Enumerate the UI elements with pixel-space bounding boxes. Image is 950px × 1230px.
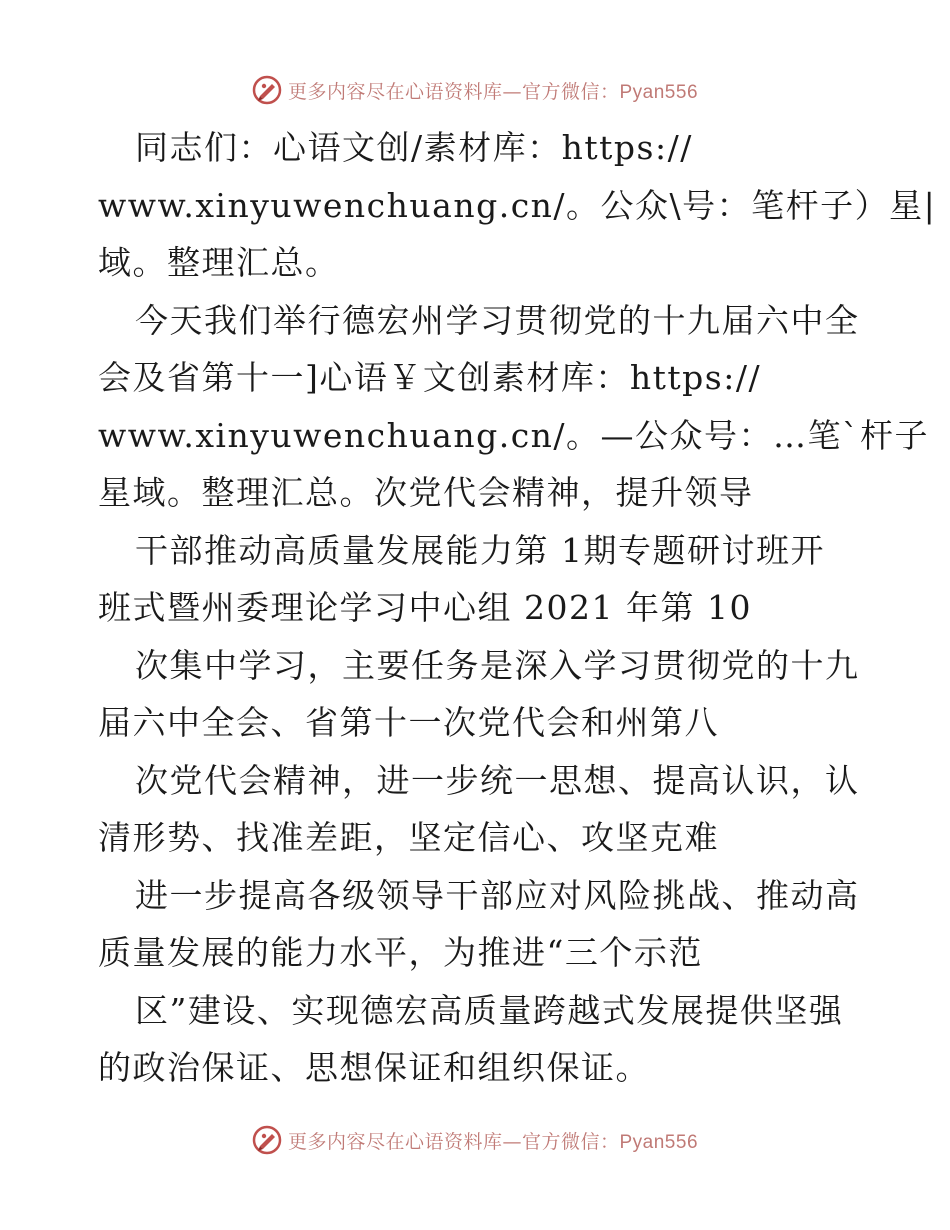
watermark-main: 更多内容尽在心语资料库 bbox=[287, 1130, 503, 1153]
body-line: 域。整理汇总。 bbox=[98, 243, 340, 282]
body-line: 班式暨州委理论学习中心组 2021 年第 10 bbox=[98, 588, 752, 627]
body-line: 次党代会精神，进一步统一思想、提高认识，认 bbox=[135, 760, 860, 800]
watermark-wechat-id: Pyan556 bbox=[619, 81, 699, 103]
body-line: 同志们：心语文创/素材库：https:// bbox=[135, 128, 693, 167]
body-line: 的政治保证、思想保证和组织保证。 bbox=[98, 1048, 650, 1087]
document-body bbox=[98, 119, 937, 1097]
body-line: 今天我们举行德宏州学习贯彻党的十九届六中全 bbox=[135, 300, 860, 340]
body-line: 次集中学习，主要任务是深入学习贯彻党的十九 bbox=[135, 645, 860, 685]
body-line: 清形势、找准差距，坚定信心、攻坚克难 bbox=[98, 818, 719, 857]
watermark-text bbox=[288, 1127, 698, 1154]
header-watermark-banner bbox=[0, 70, 950, 110]
watermark-dash: — bbox=[502, 1130, 522, 1153]
watermark-dash: — bbox=[502, 80, 522, 103]
watermark-text bbox=[288, 77, 698, 104]
body-line: www.xinyuwenchuang.cn/。—公众号：…笔`杆子 bbox=[98, 415, 930, 455]
body-line: 干部推动高质量发展能力第 1期专题研讨班开 bbox=[135, 530, 825, 570]
body-line: 届六中全会、省第十一次党代会和州第八 bbox=[98, 703, 719, 742]
body-line: www.xinyuwenchuang.cn/。公众\号：笔杆子）星| bbox=[98, 185, 937, 225]
body-line: 星域。整理汇总。次党代会精神，提升领导 bbox=[98, 473, 754, 512]
watermark-label: 官方微信： bbox=[521, 80, 620, 103]
body-line: 区”建设、实现德宏高质量跨越式发展提供坚强 bbox=[135, 990, 844, 1030]
watermark-main: 更多内容尽在心语资料库 bbox=[287, 80, 503, 103]
body-line: 会及省第十一]心语￥文创素材库：https:// bbox=[98, 358, 762, 397]
footer-watermark-banner bbox=[0, 1120, 950, 1160]
watermark-wechat-id: Pyan556 bbox=[619, 1131, 699, 1153]
body-line: 进一步提高各级领导干部应对风险挑战、推动高 bbox=[135, 875, 860, 915]
body-line: 质量发展的能力水平，为推进“三个示范 bbox=[98, 933, 703, 972]
brand-logo-icon bbox=[252, 1125, 282, 1155]
watermark-label: 官方微信： bbox=[521, 1130, 620, 1153]
brand-logo-icon bbox=[252, 75, 282, 105]
